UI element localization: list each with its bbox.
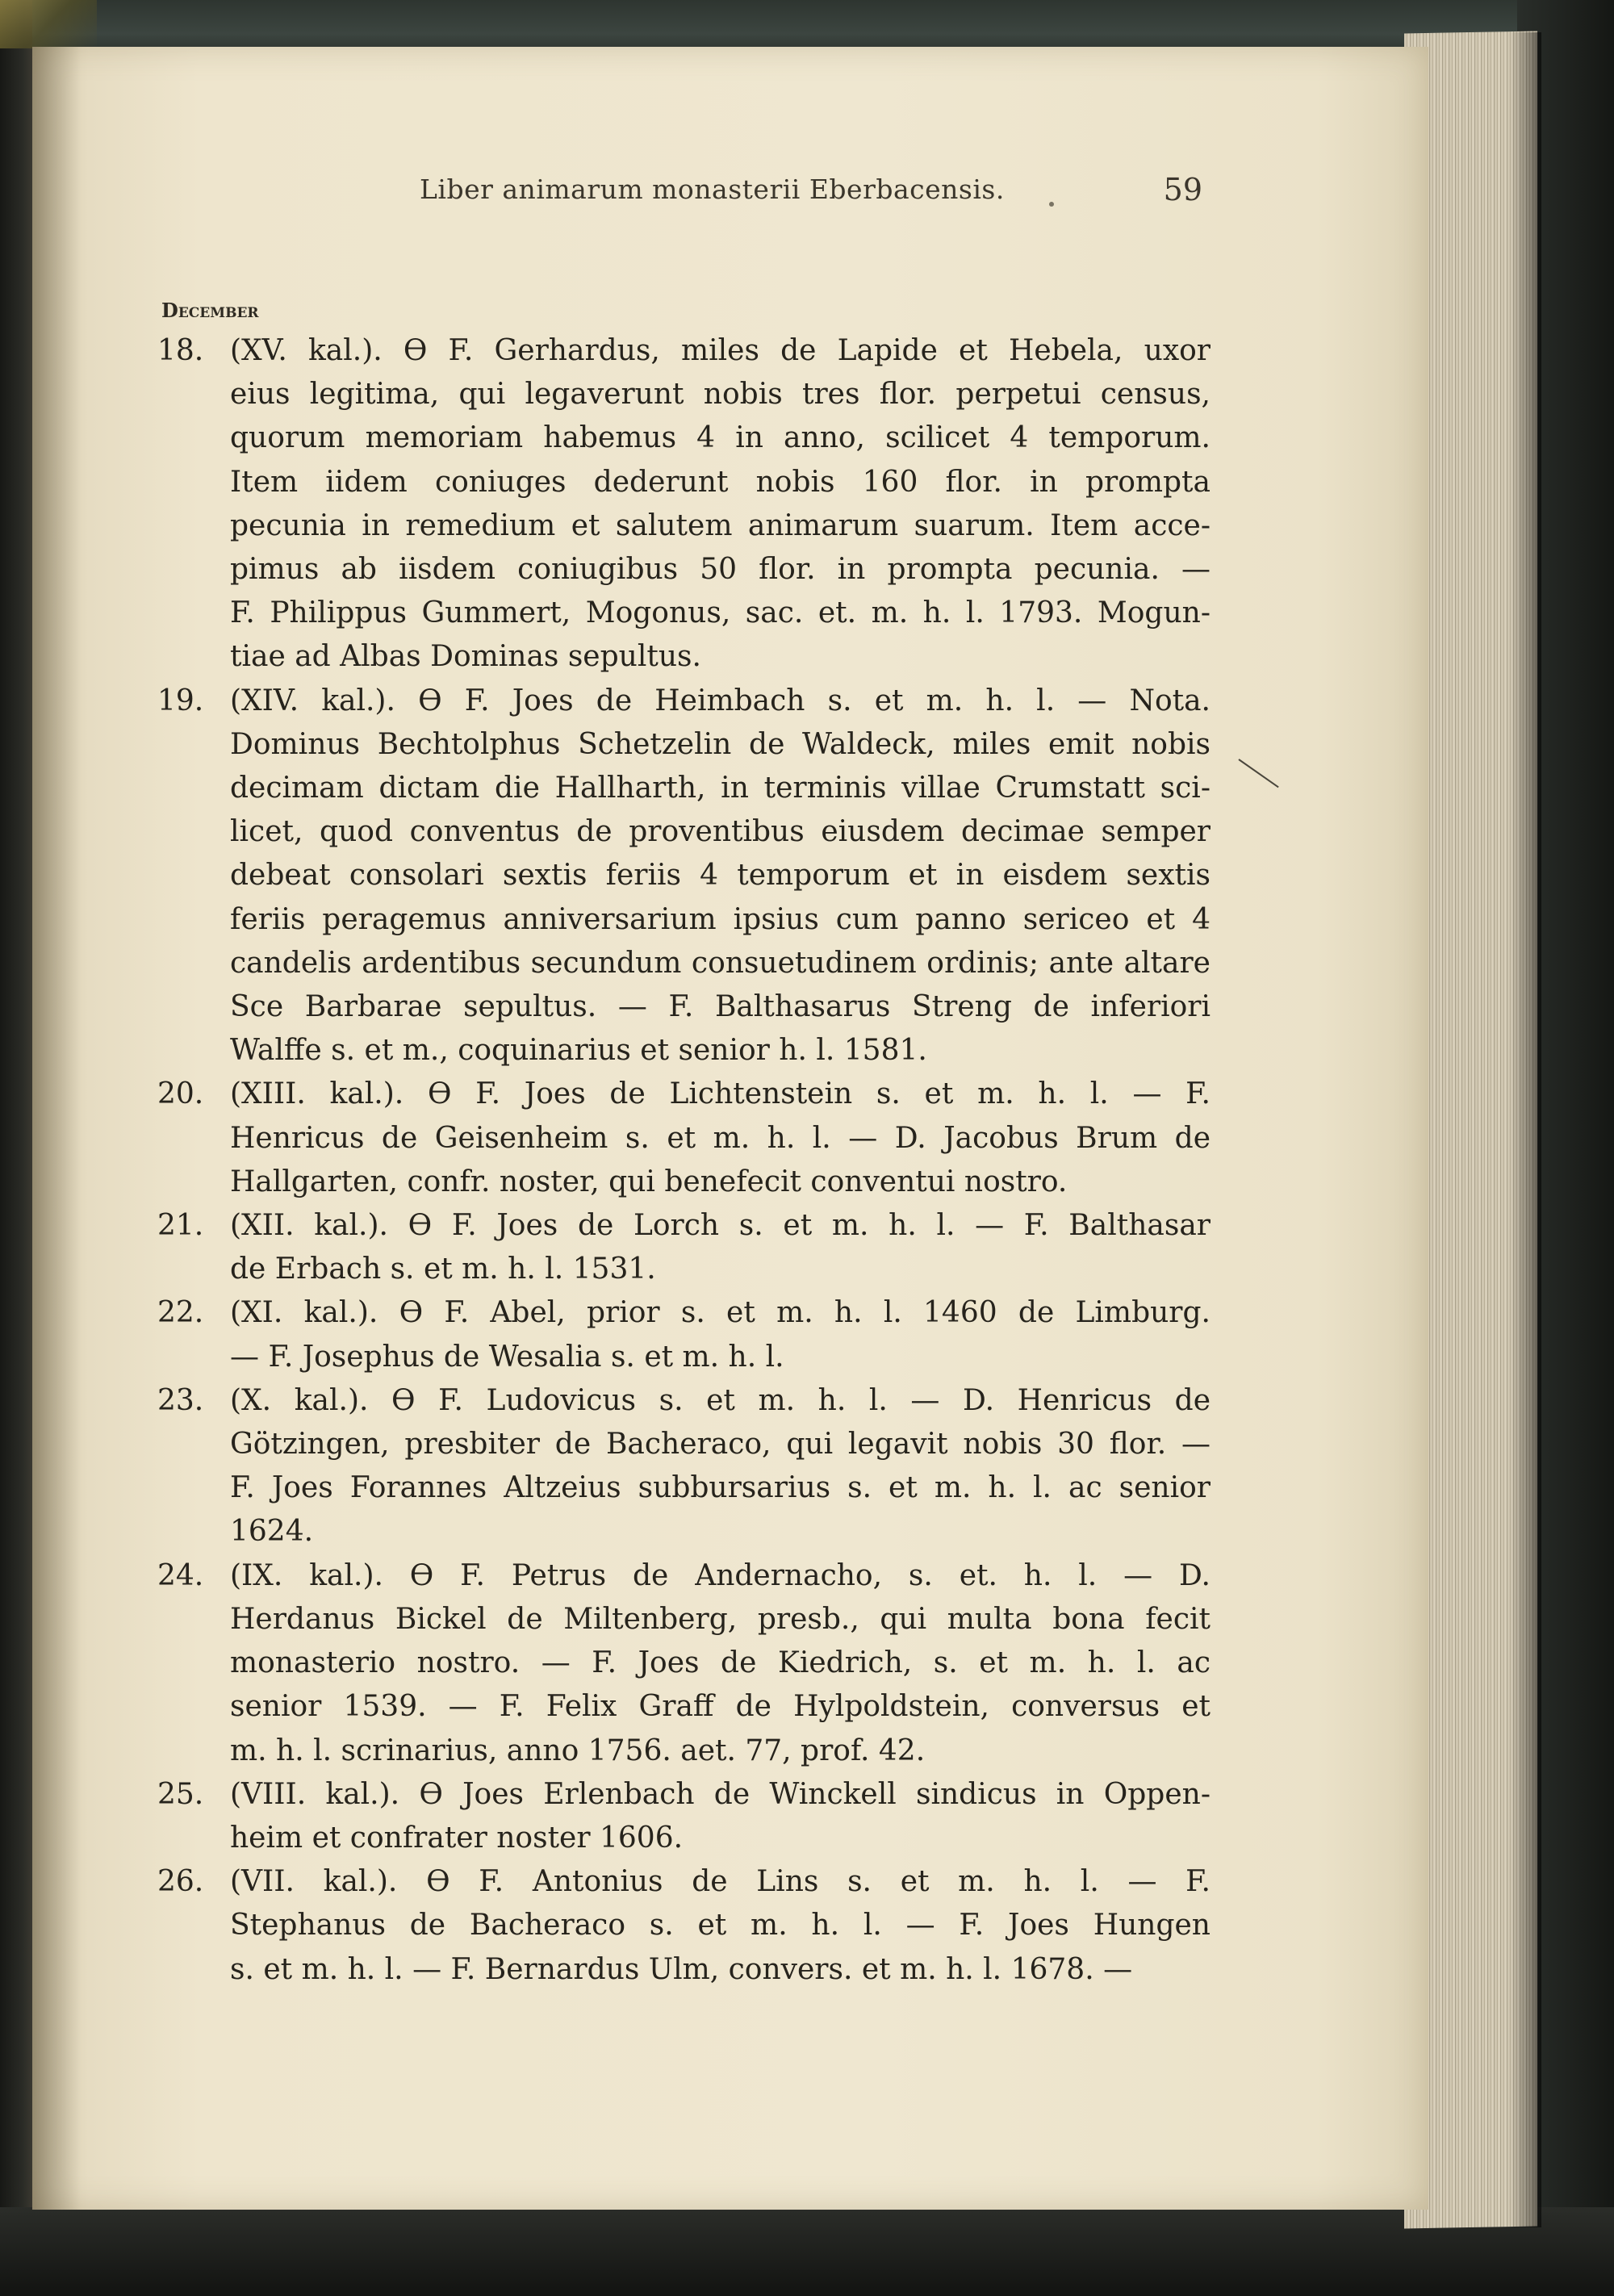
entry-line: Henricus de Geisenheim s. et m. h. l. — D. Jacobus Brum de	[230, 1121, 1210, 1155]
running-title: Liber animarum monasterii Eberbacensis.	[420, 174, 1005, 205]
entry-line: s. et m. h. l. — F. Bernardus Ulm, convers. et m. h. l. 1678. —	[230, 1952, 1133, 1986]
entry-line: tiae ad Albas Dominas sepultus.	[230, 640, 701, 674]
entry-line: (IX. kal.). ϴ F. Petrus de Andernacho, s. et. h. l. — D.	[230, 1558, 1210, 1592]
entry-day-number: 25.	[157, 1777, 204, 1811]
calendar-entry	[157, 1860, 1210, 1992]
entry-line: m. h. l. scrinarius, anno 1756. aet. 77, prof. 42.	[230, 1734, 926, 1767]
entry-text	[230, 1554, 1210, 1773]
entry-list	[157, 329, 1210, 1992]
entry-text	[230, 329, 1210, 680]
entry-line: (XIV. kal.). ϴ F. Joes de Heimbach s. et m. h. l. — Nota.	[230, 684, 1210, 717]
entry-line: (VII. kal.). ϴ F. Antonius de Lins s. et m. h. l. — F.	[230, 1865, 1210, 1899]
entry-line: Götzingen, presbiter de Bacheraco, qui legavit nobis 30 flor. —	[230, 1428, 1210, 1462]
entry-day-number: 22.	[157, 1296, 204, 1330]
entry-line: (X. kal.). ϴ F. Ludovicus s. et m. h. l. — D. Henricus de	[230, 1383, 1210, 1417]
entry-line: eius legitima, qui legaverunt nobis tres flor. perpetui census,	[230, 378, 1210, 412]
entry-line: heim et confrater noster 1606.	[230, 1821, 684, 1855]
entry-day-number: 23.	[157, 1383, 204, 1417]
calendar-entry	[157, 1379, 1210, 1554]
entry-line: (XII. kal.). ϴ F. Joes de Lorch s. et m. h. l. — F. Balthasar	[230, 1209, 1210, 1243]
entry-line: senior 1539. — F. Felix Graff de Hylpoldstein, conversus et	[230, 1690, 1210, 1724]
page-number: 59	[1163, 172, 1202, 207]
page-stack-shadow	[1509, 32, 1541, 2227]
entry-day-number: 26.	[157, 1865, 204, 1899]
entry-text	[230, 1073, 1210, 1204]
entry-line: (VIII. kal.). ϴ Joes Erlenbach de Winckell sindicus in Oppen-	[230, 1777, 1210, 1811]
entry-line: monasterio nostro. — F. Joes de Kiedrich, s. et m. h. l. ac	[230, 1646, 1210, 1680]
entry-line: (XIII. kal.). ϴ F. Joes de Lichtenstein s. et m. h. l. — F.	[230, 1077, 1210, 1111]
entry-text	[230, 1860, 1210, 1992]
book-cover-left-edge	[0, 0, 32, 2296]
entry-day-number: 21.	[157, 1209, 204, 1243]
entry-line: (XV. kal.). ϴ F. Gerhardus, miles de Lapide et Hebela, uxor	[230, 334, 1210, 367]
entry-line: Stephanus de Bacheraco s. et m. h. l. — F. Joes Hungen	[230, 1909, 1210, 1943]
entry-line: decimam dictam die Hallharth, in terminis villae Crumstatt sci-	[230, 772, 1210, 805]
month-heading: December	[161, 299, 259, 322]
entry-line: feriis peragemus anniversarium ipsius cum panno sericeo et 4	[230, 902, 1210, 936]
calendar-entry	[157, 1291, 1210, 1378]
entry-line: Walffe s. et m., coquinarius et senior h. l. 1581.	[230, 1034, 927, 1068]
entry-line: Item iidem coniuges dederunt nobis 160 flor. in prompta	[230, 465, 1210, 499]
running-head	[387, 174, 1202, 222]
entry-day-number: 18.	[157, 334, 204, 367]
entry-line: debeat consolari sextis feriis 4 temporum et in eisdem sextis	[230, 859, 1210, 893]
entry-line: Dominus Bechtolphus Schetzelin de Waldeck, miles emit nobis	[230, 727, 1210, 761]
gutter-shadow	[32, 47, 81, 2210]
entry-line: quorum memoriam habemus 4 in anno, scilicet 4 temporum.	[230, 421, 1210, 455]
calendar-entry	[157, 329, 1210, 680]
calendar-entry	[157, 1773, 1210, 1860]
entry-text	[230, 680, 1210, 1073]
gilt-corner-decoration	[0, 0, 97, 48]
entry-text	[230, 1773, 1210, 1860]
calendar-entry	[157, 1554, 1210, 1773]
entry-text	[230, 1204, 1210, 1291]
book-cover-bottom-edge	[0, 2207, 1614, 2296]
entry-day-number: 19.	[157, 684, 204, 717]
entry-line: Herdanus Bickel de Miltenberg, presb., qui multa bona fecit	[230, 1602, 1210, 1636]
entry-line: Hallgarten, confr. noster, qui benefecit conventui nostro.	[230, 1165, 1068, 1198]
calendar-entry	[157, 1073, 1210, 1204]
entry-text	[230, 1291, 1210, 1378]
entry-line: (XI. kal.). ϴ F. Abel, prior s. et m. h. l. 1460 de Limburg.	[230, 1296, 1210, 1330]
calendar-entry	[157, 680, 1210, 1073]
calendar-entry	[157, 1204, 1210, 1291]
entry-line: — F. Josephus de Wesalia s. et m. h. l.	[230, 1340, 784, 1374]
entry-line: licet, quod conventus de proventibus eiusdem decimae semper	[230, 815, 1210, 849]
entry-day-number: 20.	[157, 1077, 204, 1111]
entry-line: F. Joes Forannes Altzeius subbursarius s. et m. h. l. ac senior	[230, 1471, 1210, 1505]
entry-line: pimus ab iisdem coniugibus 50 flor. in prompta pecunia. —	[230, 553, 1210, 587]
entry-line: de Erbach s. et m. h. l. 1531.	[230, 1253, 656, 1286]
entry-line: pecunia in remedium et salutem animarum suarum. Item acce-	[230, 508, 1210, 542]
entry-text	[230, 1379, 1210, 1554]
entry-day-number: 24.	[157, 1558, 204, 1592]
entry-line: 1624.	[230, 1515, 314, 1549]
entry-line: candelis ardentibus secundum consuetudinem ordinis; ante altare	[230, 946, 1210, 980]
entry-line: Sce Barbarae sepultus. — F. Balthasarus Streng de inferiori	[230, 990, 1210, 1024]
entry-line: F. Philippus Gummert, Mogonus, sac. et. m. h. l. 1793. Mogun-	[230, 596, 1210, 630]
